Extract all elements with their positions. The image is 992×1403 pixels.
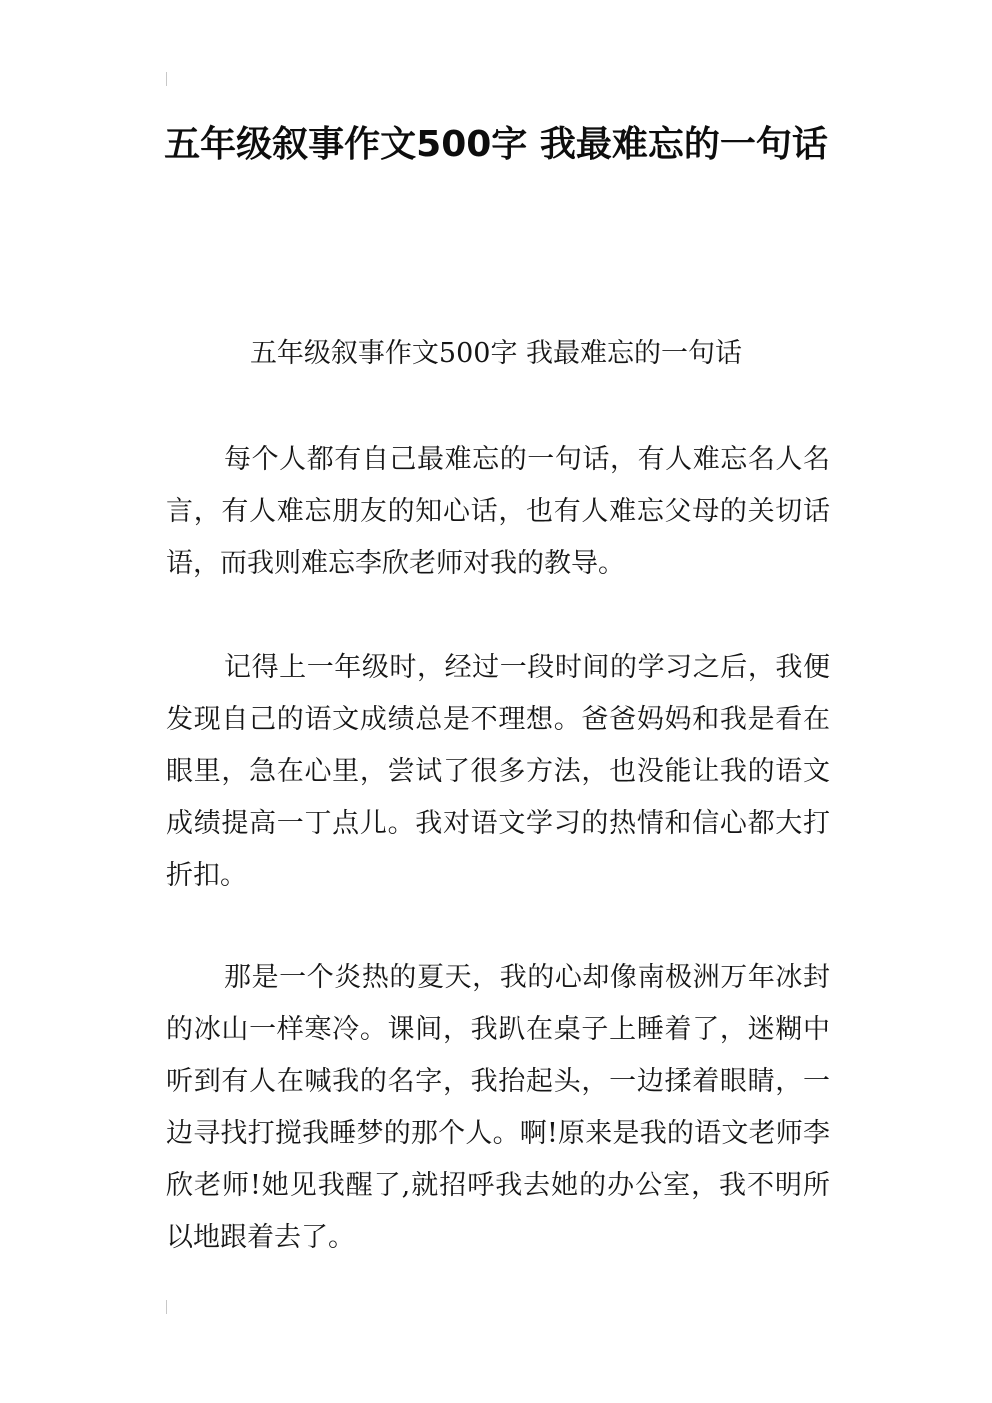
paragraph: 那是一个炎热的夏天，我的心却像南极洲万年冰封的冰山一样寒冷。课间，我趴在桌子上睡着了，迷糊中听到有人在喊我的名字，我抬起头，一边揉着眼睛，一边寻找打搅我睡梦的那个人。啊!原来是我的语文老师李欣老师!她见我醒了,就招呼我去她的办公室，我不明所以地跟着去了。 (166, 962, 830, 1253)
page-margin-mark (166, 1300, 167, 1314)
paragraph: 每个人都有自己最难忘的一句话，有人难忘名人名言，有人难忘朋友的知心话，也有人难忘父母的关切话语，而我则难忘李欣老师对我的教导。 (166, 444, 830, 579)
document-title: 五年级叙事作文500字 我最难忘的一句话 (164, 124, 828, 165)
paragraph: 记得上一年级时，经过一段时间的学习之后，我便发现自己的语文成绩总是不理想。爸爸妈妈和我是看在眼里，急在心里，尝试了很多方法，也没能让我的语文成绩提高一丁点儿。我对语文学习的热情和信心都大打折扣。 (166, 652, 830, 891)
document-subtitle: 五年级叙事作文500字 我最难忘的一句话 (249, 338, 743, 369)
page-margin-mark (166, 72, 167, 86)
